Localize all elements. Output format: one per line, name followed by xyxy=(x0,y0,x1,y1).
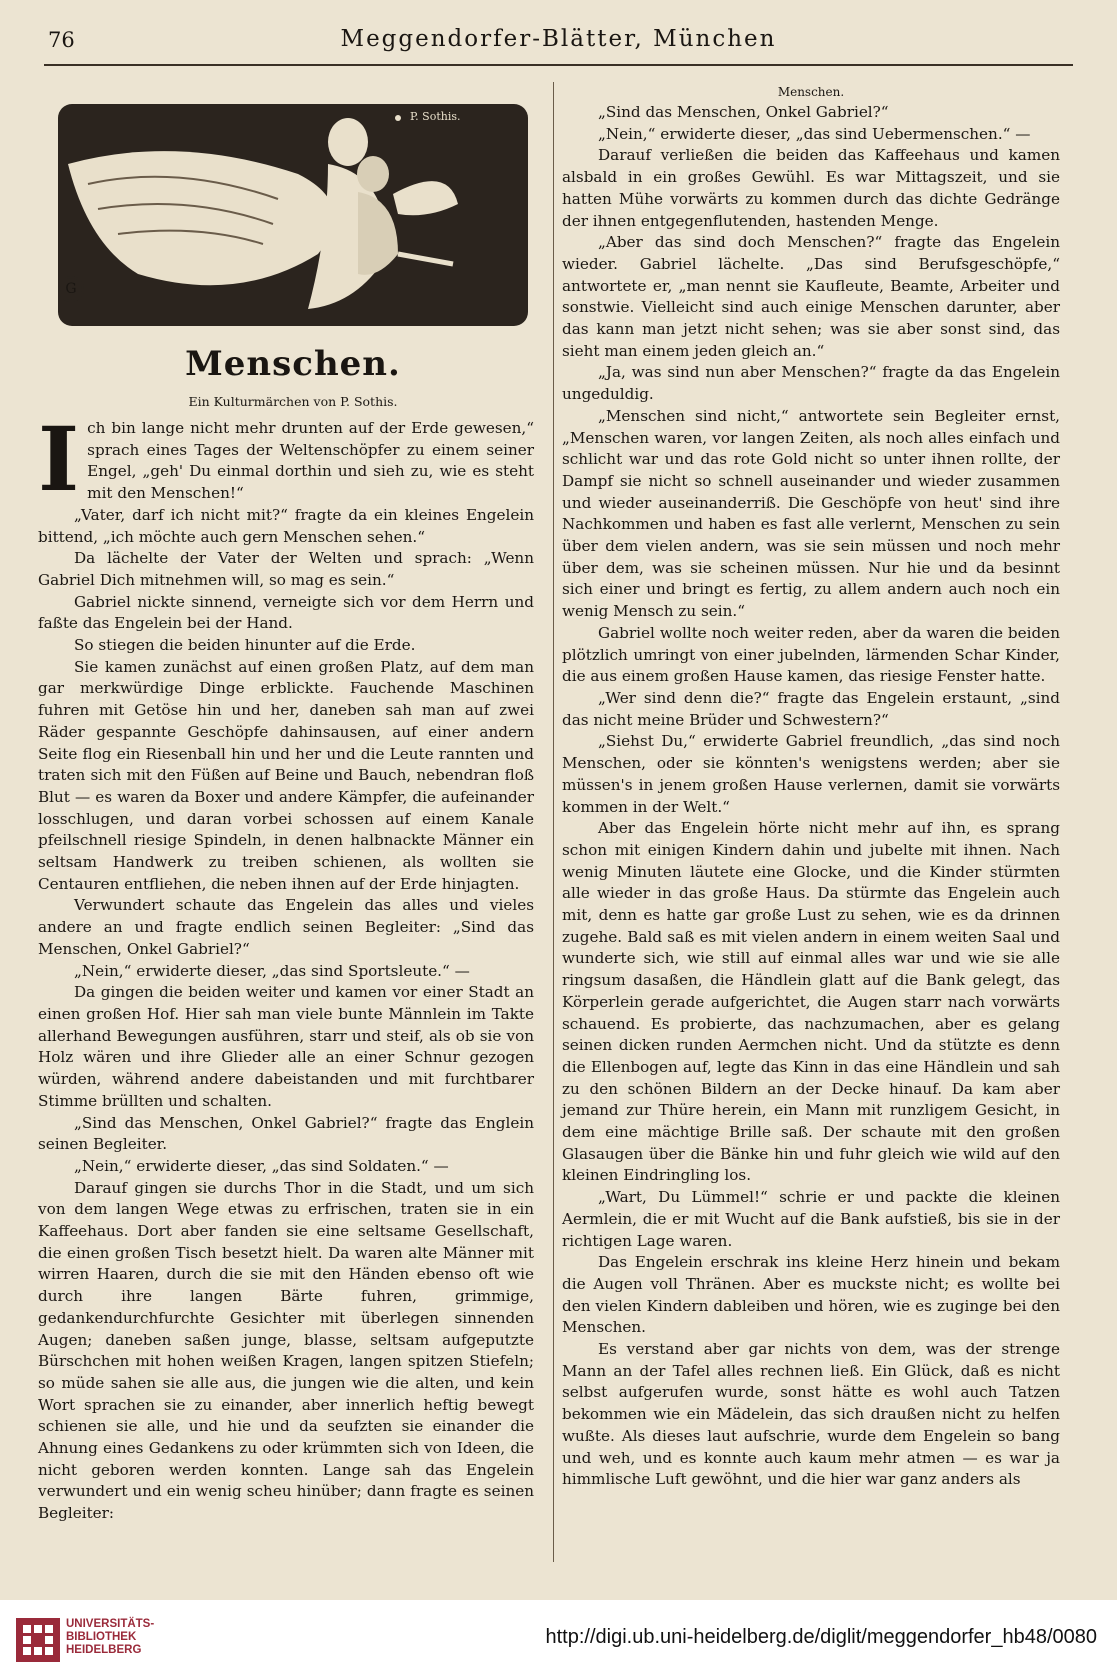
paragraph: „Siehst Du,“ erwiderte Gabriel freundlich, „das sind noch Menschen, oder sie könnten's wenigstens werden; aber sie müssen's in jenem großen Hause verlernen, damit sie vorwärts kommen in der Welt.“ xyxy=(562,732,1060,816)
angel-head xyxy=(328,118,368,166)
paragraph: „Vater, darf ich nicht mit?“ fragte da ein kleines Engelein bittend, „ich möchte auch gern Menschen sehen.“ xyxy=(38,505,534,546)
permalink-url[interactable]: http://digi.ub.uni-heidelberg.de/diglit/meggendorfer_hb48/0080 xyxy=(545,1626,1097,1648)
page-header xyxy=(40,26,1077,62)
paragraph: „Wer sind denn die?“ fragte das Engelein erstaunt, „sind das nicht meine Brüder und Schwestern?“ xyxy=(562,688,1060,729)
paragraph: „Wart, Du Lümmel!“ schrie er und packte die kleinen Aermlein, die er mit Wucht auf die Bank aufstieß, bis sie in der richtigen Lage waren. xyxy=(562,1188,1060,1250)
illustration-signature: P. Sothis. xyxy=(410,110,461,123)
library-name[interactable]: UNIVERSITÄTS- BIBLIOTHEK HEIDELBERG xyxy=(66,1618,155,1656)
paragraph: Gabriel wollte noch weiter reden, aber da waren die beiden plötzlich umringt von einer jubelnden, lärmenden Schar Kinder, die aus einem großen Hause kamen, das riesige Fenster hatte. xyxy=(562,623,1060,686)
paragraph: Das Engelein erschrak ins kleine Herz hinein und bekam die Augen voll Thränen. Aber es muckste nicht; es wollte bei den vielen Kindern dableiben und hören, wie es zuginge bei den Menschen. xyxy=(562,1253,1060,1337)
university-library-logo-icon[interactable] xyxy=(16,1618,60,1662)
paragraph: Verwundert schaute das Engelein das alles und vieles andere an und fragte endlich seinen Begleiter: „Sind das Menschen, Onkel Gabriel?“ xyxy=(38,896,534,958)
paragraph: Ich bin lange nicht mehr drunten auf der Erde gewesen,“ sprach eines Tages der Weltenschöpfer zu einem seiner Engel, „geh' Du einmal dorthin und sieh zu, wie es steht mit den Menschen!“ xyxy=(38,407,534,511)
paragraph: „Sind das Menschen, Onkel Gabriel?“ fragte das Englein seinen Begleiter. xyxy=(38,1113,534,1154)
angel-illustration xyxy=(58,104,528,326)
paragraph: Es verstand aber gar nichts von dem, was der strenge Mann an der Tafel alles rechnen ließ. Ein Glück, daß es nicht selbst aufgerufen wurde, sonst hätte es wohl auch Tatzen bekommen wie ein Mädelein, das sich draußen nicht zu helfen wußte. Als dieses laut aufschrie, wurde dem Engelein so bang und weh, und es konnte auch kaum mehr atmen — es war ja himmlische Luft gewöhnt, und die hier war ganz anders als xyxy=(562,1340,1060,1489)
paragraph: „Menschen sind nicht,“ antwortete sein Begleiter ernst, „Menschen waren, vor langen Zeiten, als noch alles einfach und schlicht war und das rote Gold nicht so unter ihnen rollte, der Dampf sie nicht so schnell auseinander und wieder zusammen und wieder auseinanderriß. Die Geschöpfe von heut' sind ihre Nachkommen und haben es fast alle verlernt, Menschen zu sein über dem vielen andern, was sie sein müssen und noch mehr über dem, was sie scheinen müssen. Nur hie und da besinnt sich einer und bringt es fertig, zu allem andern auch noch ein wenig Mensch zu sein.“ xyxy=(562,406,1060,621)
paragraph: Sie kamen zunächst auf einen großen Platz, auf dem man gar merkwürdige Dinge erblickte. Fauchende Maschinen fuhren mit Getöse hin und her, daneben sah man auf zwei Räder gespannte Geschöpfe dahinsausen, auf einer andern Seite flog ein Riesenball hin und her und die Leute rannten und traten sich mit den Füßen auf Beine und Bauch, nebendran floß Blut — es waren da Boxer und andere Kämpfer, die aufeinander losschlugen, und daran vorbei schossen auf einem Kanale pfeilschnell riesige Spindeln, in denen halbnackte Männer ein seltsam Handwerk zu treiben schienen, als wollten sie Centauren entfliehen, die neben ihnen auf der Erde hinjagten. xyxy=(38,657,534,893)
right-column xyxy=(562,82,1060,1491)
paragraph: So stiegen die beiden hinunter auf die Erde. xyxy=(74,636,416,655)
paragraph: Da lächelte der Vater der Welten und sprach: „Wenn Gabriel Dich mitnehmen will, so mag es sein.“ xyxy=(38,549,534,589)
paragraph: „Nein,“ erwiderte dieser, „das sind Uebermenschen.“ — xyxy=(598,124,1031,143)
monogram-mark: G xyxy=(58,276,84,302)
paragraph: „Ja, was sind nun aber Menschen?“ fragte da das Engelein ungeduldig. xyxy=(562,363,1060,404)
page-number: 76 xyxy=(48,28,75,52)
library-footer xyxy=(0,1600,1117,1679)
paragraph: Darauf gingen sie durchs Thor in die Stadt, und um sich von dem langen Wege etwas zu erfrischen, traten sie in ein Kaffeehaus. Dort aber fanden sie eine seltsame Gesellschaft, die einen großen Tisch besetzt hielt. Da waren alte Männer mit wirren Haaren, durch die sie mit den Händen ebenso oft wie durch ihre langen Bärte fuhren, grimmige, gedankendurchfurchte Gesichter mit überlegen sinnenden Augen; daneben saßen junge, blasse, seltsam aufgeputzte Bürschchen mit hohen weißen Kragen, langen spitzen Stiefeln; so müde sahen sie alle aus, die jungen wie die alten, und kein Wort sprachen sie zu einander, aber innerlich heftig bewegt schienen sie alle, und hie und da seufzten sie einander die Ahnung eines Gedankens zu oder krümmten sich von Ideen, die nicht geboren werden konnten. Lange sah das Engelein verwundert und ein wenig scheu hinüber; dann fragte es seinen Begleiter: xyxy=(38,1178,534,1523)
little-angel-head xyxy=(357,156,389,192)
paragraph: „Nein,“ erwiderte dieser, „das sind Soldaten.“ — xyxy=(74,1156,449,1175)
paragraph: Darauf verließen die beiden das Kaffeehaus und kamen alsbald in ein großes Gewühl. Es war Mittagszeit, und sie hatten Mühe vorwärts zu kommen durch das dichte Gedränge der ihnen entgegenflutenden, hastenden Menge. xyxy=(562,146,1060,230)
paragraph: „Nein,“ erwiderte dieser, „das sind Sportsleute.“ — xyxy=(74,961,470,980)
left-column xyxy=(38,407,534,1525)
header-rule xyxy=(44,64,1073,66)
column-divider xyxy=(553,82,554,1562)
column-running-head: Menschen. xyxy=(777,85,845,99)
running-title: Meggendorfer-Blätter, München xyxy=(340,26,777,52)
paragraph: Gabriel nickte sinnend, verneigte sich vor dem Herrn und faßte das Engelein bei der Hand. xyxy=(38,592,534,633)
drop-cap: I xyxy=(38,407,80,511)
article-title: Menschen. xyxy=(185,344,401,384)
paragraph: Da gingen die beiden weiter und kamen vor einer Stadt an einen großen Hof. Hier sah man viele bunte Männlein im Takte allerhand Bewegungen ausführen, starr und steif, als ob sie von Holz wären und ihre Glieder alle an einer Schnur gezogen würden, während andere dabeistanden und mit furchtbarer Stimme brüllten und schalten. xyxy=(38,983,534,1110)
paragraph: „Sind das Menschen, Onkel Gabriel?“ xyxy=(598,103,889,121)
paragraph: Aber das Engelein hörte nicht mehr auf ihn, es sprang schon mit einigen Kindern dahin und jubelte mit ihnen. Nach wenig Minuten läutete eine Glocke, und die Kinder stürmten alle wieder in das große Haus. Da stürmte das Engelein auch mit, denn es hatte gar große Lust zu sehen, wie es da drinnen zugehe. Bald saß es mit vielen andern in einem weiten Saal und wunderte sich, wie still auf einmal alles war und wie sie alle ringsum dasaßen, die Händlein glatt auf die Bank gelegt, das Körperlein gerade aufgerichtet, die Augen starr nach vorwärts schauend. Es probierte, das nachzumachen, aber es gelang seinen dicken runden Aermchen nicht. Und da stützte es denn die Ellenbogen auf, legte das Kinn in das eine Händlein und sah zu den schönen Bildern an der Decke hinauf. Da kam aber jemand zur Thüre herein, ein Mann mit runzligem Gesicht, in dem eine mächtige Brille saß. Der schaute mit den großen Glasaugen über die Bänke hin und fuhr gleich wie wild auf den kleinen Eindringling los. xyxy=(562,819,1060,1185)
paragraph: „Aber das sind doch Menschen?“ fragte das Engelein wieder. Gabriel lächelte. „Das sind Berufsgeschöpfe,“ antwortete er, „man nennt sie Kaufleute, Beamte, Arbeiter und sonstwie. Vielleicht sind auch einige Menschen darunter, aber das kann man jetzt nicht sehen; was sie aber sonst sind, das sieht man einem jeden gleich an.“ xyxy=(562,233,1060,360)
article-subtitle: Ein Kulturmärchen von P. Sothis. xyxy=(188,394,398,409)
